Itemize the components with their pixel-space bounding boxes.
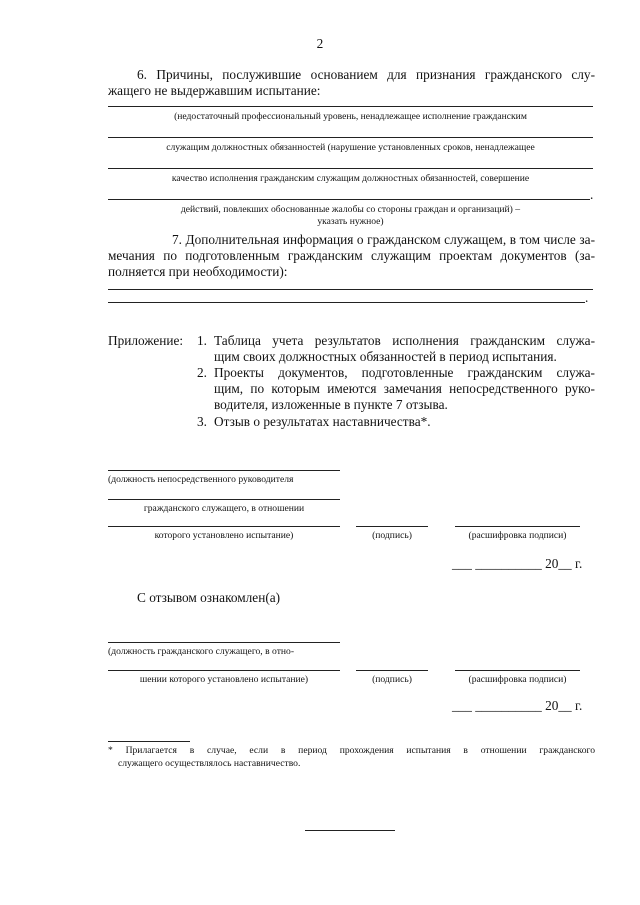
section6-line-3 — [108, 168, 593, 169]
employee-position-hint-2: шении которого установлено испытание) — [139, 674, 309, 685]
employee-position-line-2 — [108, 670, 340, 671]
section7-line-1: 7. Дополнительная информация о гражданском служащем, в том числе за- — [172, 232, 595, 247]
acquainted-label: С отзывом ознакомлен(а) — [137, 590, 281, 605]
manager-position-hint-1: (должность непосредственного руководителя — [108, 474, 294, 485]
footnote-line-2: служащего осуществлялось наставничество. — [118, 758, 301, 769]
section7-end-dot: . — [585, 290, 589, 305]
manager-signature-line — [356, 526, 428, 527]
section6-heading: 6. Причины, послужившие основанием для признания гражданского слу- — [137, 67, 595, 82]
section7-blank-line-1 — [108, 289, 593, 290]
section6-hint-2: служащим должностных обязанностей (нарушение установленных сроков, ненадлежащее — [166, 142, 535, 153]
appendix-item-2-line-1: Проекты документов, подготовленные гражданским служа- — [214, 365, 595, 380]
employee-signature-line — [356, 670, 428, 671]
manager-position-hint-3: которого установлено испытание) — [154, 530, 294, 541]
manager-decode-line — [455, 526, 580, 527]
section6-heading-cont: жащего не выдержавшим испытание: — [108, 83, 321, 98]
appendix-item-1-line-1: Таблица учета результатов исполнения гражданским служа- — [214, 333, 595, 348]
manager-position-line-3 — [108, 526, 340, 527]
employee-decode-line — [455, 670, 580, 671]
section7-line-3: полняется при необходимости): — [108, 264, 288, 279]
section6-hint-4: действий, повлекших обоснованные жалобы со стороны граждан и организаций) – — [180, 204, 521, 215]
section7-blank-line-2 — [108, 302, 585, 303]
manager-decode-hint: (расшифровка подписи) — [468, 530, 567, 541]
section6-hint-5: указать нужное) — [317, 216, 384, 227]
section6-line-4 — [108, 199, 590, 200]
appendix-item-2-line-3: водителя, изложенные в пункте 7 отзыва. — [214, 397, 448, 412]
appendix-item-1-line-2: щим своих должностных обязанностей в период испытания. — [214, 349, 557, 364]
employee-position-line-1 — [108, 642, 340, 643]
appendix-item-2-number: 2. — [197, 365, 207, 380]
section6-line-1 — [108, 106, 593, 107]
footnote-separator — [108, 741, 190, 742]
bottom-divider — [305, 830, 395, 831]
section6-hint-1: (недостаточный профессиональный уровень, ненадлежащее исполнение гражданским — [174, 111, 527, 122]
section6-hint-3: качество исполнения гражданским служащим должностных обязанностей, совершение — [171, 173, 530, 184]
footnote-line-1: * Прилагается в случае, если в период прохождения испытания в отношении гражданского — [108, 745, 595, 756]
section7-line-2: мечания по подготовленным гражданским служащим проектам документов (за- — [108, 248, 595, 263]
employee-position-hint-1: (должность гражданского служащего, в отно- — [108, 646, 295, 657]
appendix-item-3-line-1: Отзыв о результатах наставничества*. — [214, 414, 431, 429]
appendix-label: Приложение: — [108, 333, 184, 348]
manager-position-hint-2: гражданского служащего, в отношении — [143, 503, 305, 514]
manager-date-line: ___ __________ 20__ г. — [452, 556, 583, 571]
manager-position-line-2 — [108, 499, 340, 500]
appendix-item-2-line-2: щим, по которым имеются замечания непосредственного руко- — [214, 381, 595, 396]
section6-line-2 — [108, 137, 593, 138]
appendix-item-1-number: 1. — [197, 333, 207, 348]
employee-decode-hint: (расшифровка подписи) — [468, 674, 567, 685]
appendix-item-3-number: 3. — [197, 414, 207, 429]
manager-signature-hint: (подпись) — [372, 530, 412, 541]
manager-position-line-1 — [108, 470, 340, 471]
section6-end-dot: . — [590, 187, 594, 202]
employee-date-line: ___ __________ 20__ г. — [452, 698, 583, 713]
employee-signature-hint: (подпись) — [372, 674, 412, 685]
page-number: 2 — [316, 36, 324, 51]
